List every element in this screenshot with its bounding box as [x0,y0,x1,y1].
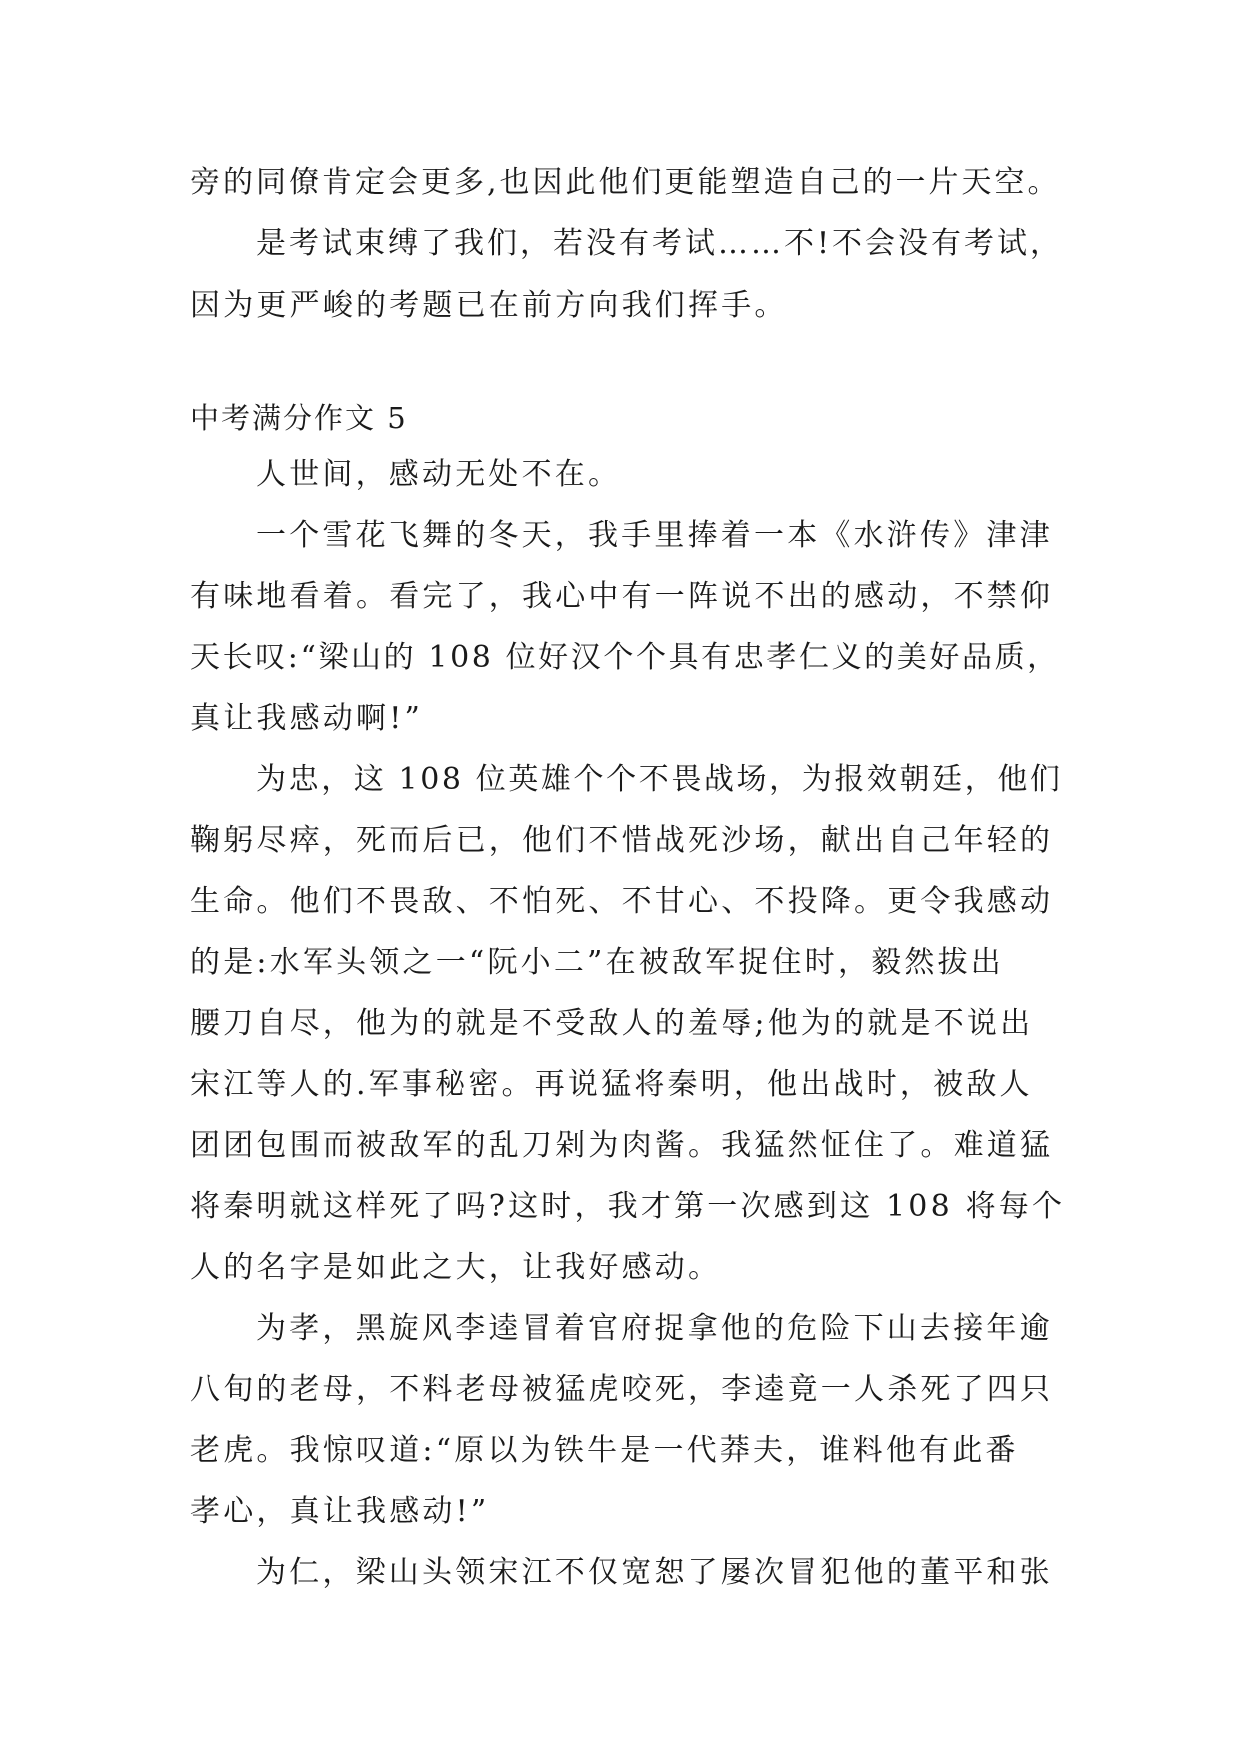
paragraph-start-line: 一个雪花飞舞的冬天，我手里捧着一本《水浒传》津津 [256,518,1053,553]
text-line: 的是:水军头领之一“阮小二”在被敌军捉住时，毅然拔出 [190,945,1004,980]
paragraph-start-line: 是考试束缚了我们，若没有考试……不!不会没有考试， [256,226,1064,261]
paragraph-start-line: 人世间，感动无处不在。 [256,457,622,492]
text-line: 团团包围而被敌军的乱刀剁为肉酱。我猛然怔住了。难道猛 [190,1128,1054,1163]
text-line: 老虎。我惊叹道:“原以为铁牛是一代莽夫，谁料他有此番 [190,1433,1019,1468]
text-line: 生命。他们不畏敌、不怕死、不甘心、不投降。更令我感动 [190,884,1054,919]
text-line: 真让我感动啊!” [190,701,423,736]
paragraph-start-line: 为仁，梁山头领宋江不仅宽恕了屡次冒犯他的董平和张 [256,1555,1053,1590]
text-line: 天长叹:“梁山的 108 位好汉个个具有忠孝仁义的美好品质， [190,640,1060,675]
text-line: 因为更严峻的考题已在前方向我们挥手。 [190,288,788,323]
text-line: 有味地看着。看完了，我心中有一阵说不出的感动，不禁仰 [190,579,1054,614]
text-line: 八旬的老母，不料老母被猛虎咬死，李逵竟一人杀死了四只 [190,1372,1054,1407]
text-line: 人的名字是如此之大，让我好感动。 [190,1250,722,1285]
paragraph-start-line: 为孝，黑旋风李逵冒着官府捉拿他的危险下山去接年逾 [256,1311,1053,1346]
text-line: 旁的同僚肯定会更多,也因此他们更能塑造自己的一片天空。 [190,165,1061,200]
essay-title: 中考满分作文 5 [190,401,408,435]
paragraph-start-line: 为忠，这 108 位英雄个个不畏战场，为报效朝廷，他们 [256,762,1063,797]
text-line: 孝心，真让我感动!” [190,1494,490,1529]
text-line: 腰刀自尽，他为的就是不受敌人的羞辱;他为的就是不说出 [190,1006,1034,1041]
text-line: 将秦明就这样死了吗?这时，我才第一次感到这 108 将每个 [190,1189,1066,1224]
text-line: 鞠躬尽瘁，死而后已，他们不惜战死沙场，献出自己年轻的 [190,823,1054,858]
text-line: 宋江等人的.军事秘密。再说猛将秦明，他出战时，被敌人 [190,1067,1033,1102]
